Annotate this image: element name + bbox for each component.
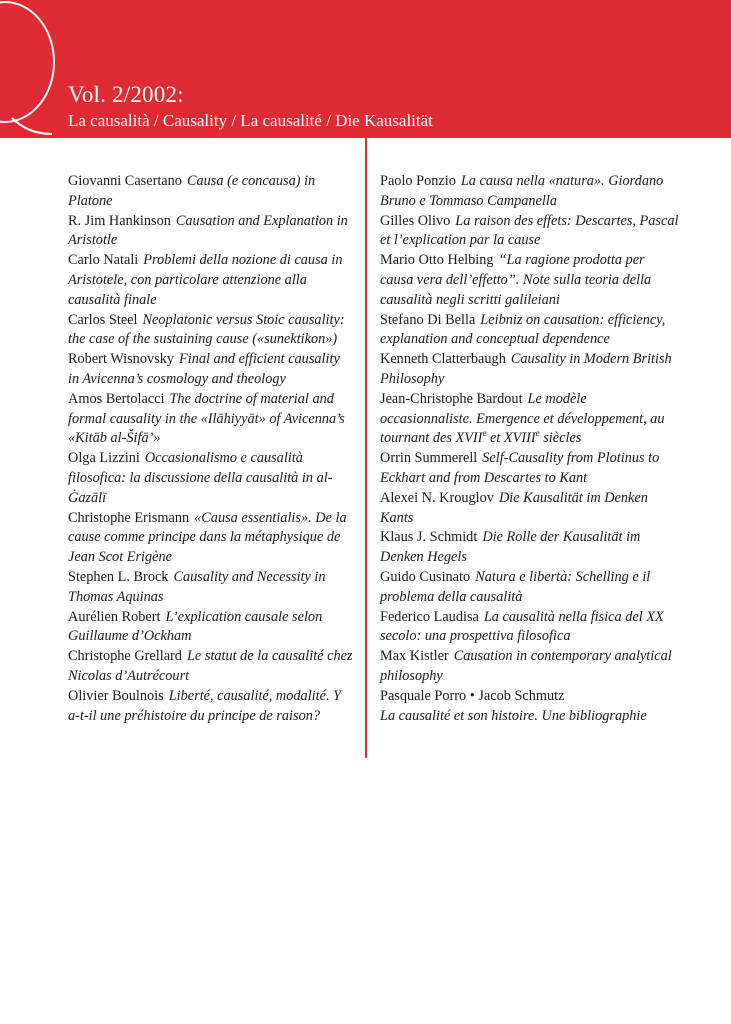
entry-title: La causa nella «natura». Giordano Bruno e Tommaso Campanella — [380, 173, 664, 209]
entry-title-part: Le modèle occasionnaliste. Emergence et développement, au tournant des XVII — [380, 390, 665, 447]
entry-author: Jean-Christophe Bardout — [380, 390, 523, 407]
logo-letter: Q — [0, 0, 1, 1]
toc-entry — [380, 390, 680, 449]
toc-entry — [68, 449, 353, 508]
entry-author: Aurélien Robert — [68, 608, 161, 625]
contents-left-column — [68, 172, 353, 726]
volume-title: Vol. 2/2002: — [68, 82, 184, 107]
entry-title: Causality and Necessity in Thomas Aquinas — [68, 568, 326, 605]
toc-entry — [68, 350, 353, 390]
entry-author: Max Kistler — [380, 648, 449, 665]
entry-title: Causation in contemporary analytical philosophy — [380, 648, 672, 684]
toc-entry — [380, 311, 680, 351]
entry-author: R. Jim Hankinson — [68, 212, 171, 229]
entry-author: Robert Wisnovsky — [68, 351, 174, 368]
toc-entry — [380, 449, 680, 489]
journal-logo — [0, 0, 70, 138]
toc-entry — [68, 311, 353, 351]
toc-entry — [380, 489, 680, 529]
entry-title: Self-Causality from Plotinus to Eckhart and from Descartes to Kant — [380, 450, 660, 486]
entry-author: Mario Otto Helbing — [380, 252, 494, 269]
header-banner — [0, 0, 731, 138]
entry-author: Stephen L. Brock — [68, 568, 169, 585]
entry-author: Christophe Erismann — [68, 509, 190, 526]
toc-entry — [68, 608, 353, 648]
entry-author: Pasquale Porro • Jacob Schmutz — [380, 687, 565, 704]
entry-title: Causality in Modern British Philosophy — [380, 351, 672, 387]
entry-title: Final and efficient causality in Avicenna’s cosmology and theology — [68, 351, 340, 387]
toc-entry — [68, 509, 353, 568]
toc-entry — [380, 350, 680, 390]
toc-entry — [68, 568, 353, 608]
volume-subtitle: La causalità / Causality / La causalité / Die Kausalität — [68, 111, 433, 130]
entry-author: Carlo Natali — [68, 252, 139, 269]
toc-entry — [68, 647, 353, 687]
century-superscript: e — [482, 428, 487, 439]
entry-title: Occasionalismo e causalità filosofica: la discussione della causalità in al-Ġazālī — [68, 450, 333, 506]
entry-author: Paolo Ponzio — [380, 173, 456, 189]
toc-entry — [380, 647, 680, 687]
entry-title: La raison des effets: Descartes, Pascal et l’explication par la cause — [380, 212, 679, 249]
century-superscript: e — [535, 428, 540, 439]
entry-title: Natura e libertà: Schelling e il problema della causalità — [380, 568, 651, 605]
entry-title: La causalità nella fisica del XX secolo: una prospettiva filosofica — [380, 608, 664, 645]
entry-author: Guido Cusinato — [380, 568, 471, 585]
toc-entry — [68, 172, 353, 212]
contents-right-column — [380, 172, 680, 726]
entry-author: Carlos Steel — [68, 311, 138, 328]
toc-entry — [380, 528, 680, 568]
entry-title: Neoplatonic versus Stoic causality: the case of the sustaining cause («sunektikon») — [68, 311, 345, 348]
entry-title: Die Kausalität im Denken Kants — [380, 489, 648, 526]
entry-title: Causation and Explanation in Aristotle — [68, 212, 348, 249]
entry-title: Liberté, causalité, modalité. Y a-t-il une préhistoire du principe de raison? — [68, 687, 342, 724]
toc-entry — [380, 172, 680, 212]
entry-title: La causalité et son histoire. Une bibliographie — [380, 707, 647, 724]
toc-entry — [68, 390, 353, 449]
entry-title-part: siècles — [539, 430, 582, 447]
entry-author: Kenneth Clatterbaugh — [380, 351, 506, 368]
entry-author: Amos Bertolacci — [68, 390, 165, 407]
entry-title: Problemi della nozione di causa in Aristotele, con particolare attenzione alla causalità finale — [68, 252, 343, 308]
entry-author: Gilles Olivo — [380, 212, 451, 229]
toc-entry — [380, 568, 680, 608]
entry-title: “La ragione prodotta per causa vera dell’effetto”. Note sulla teoria della causalità negli scritti galileiani — [380, 252, 652, 308]
entry-title: Le statut de la causalité chez Nicolas d’Autrécourt — [68, 648, 353, 684]
entry-title: Causa (e concausa) in Platone — [68, 173, 316, 209]
entry-author: Klaus J. Schmidt — [380, 529, 478, 546]
entry-title: The doctrine of material and formal causality in the «Ilāhiyyāt» of Avicenna’s «Kitāb al-Šifā’» — [68, 390, 345, 447]
entry-author: Giovanni Casertano — [68, 173, 182, 189]
column-divider — [365, 138, 367, 758]
entry-author: Olivier Boulnois — [68, 687, 164, 704]
entry-title: Leibniz on causation: efficiency, explanation and conceptual dependence — [380, 311, 666, 348]
entry-author: Stefano Di Bella — [380, 311, 476, 328]
toc-entry — [380, 212, 680, 252]
toc-entry — [68, 212, 353, 252]
toc-entry — [380, 687, 680, 727]
entry-author: Olga Lizzini — [68, 450, 140, 467]
toc-entry — [68, 687, 353, 727]
toc-entry — [380, 251, 680, 310]
entry-title: L’explication causale selon Guillaume d’Ockham — [68, 608, 323, 645]
entry-author: Federico Laudisa — [380, 608, 479, 625]
toc-entry — [380, 608, 680, 648]
entry-author: Alexei N. Krouglov — [380, 489, 494, 506]
toc-entry — [68, 251, 353, 310]
entry-title-part: et XVIII — [486, 430, 536, 447]
entry-author: Christophe Grellard — [68, 648, 182, 665]
entry-author: Orrin Summerell — [380, 450, 478, 467]
entry-title: «Causa essentialis». De la cause comme principe dans la métaphysique de Jean Scot Erigène — [68, 509, 347, 566]
entry-title: Die Rolle der Kausalität im Denken Hegels — [380, 529, 641, 566]
